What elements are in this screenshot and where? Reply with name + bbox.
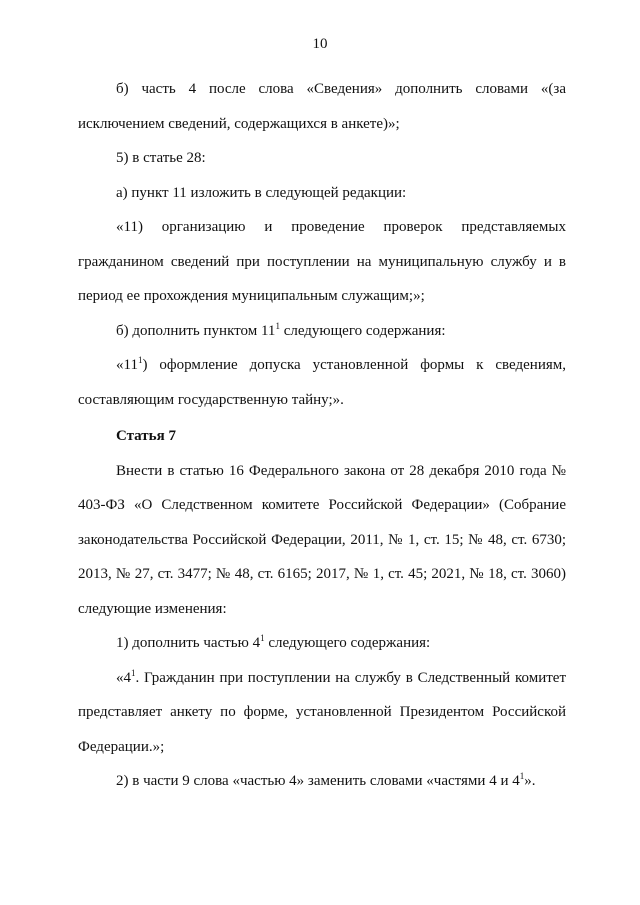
text-fragment: 2) в части 9 слова «частью 4» заменить словами «частями 4 и 4	[116, 773, 520, 789]
paragraph-item-11-text: «11) организацию и проведение проверок представляемых гражданином сведений при поступлении на муниципальную службу и в период ее прохождения муниципальным служащим;»;	[78, 219, 566, 304]
document-body	[78, 72, 566, 799]
article-heading: Статья 7	[116, 428, 176, 444]
superscript: 1	[137, 355, 143, 365]
paragraph-article-7-intro: Внести в статью 16 Федерального закона от 28 декабря 2010 года № 403-ФЗ «О Следственном комитете Российской Федерации» (Собрание законодательства Российской Федерации, 2011, № 1, ст. 15; № 48, ст. 6730; 2013, № 27, ст. 3477; № 48, ст. 6165; 2017, № 1, ст. 45; 2021, № 18, ст. 3060) следующие изменения:	[78, 462, 566, 617]
text-fragment: 1) дополнить частью 4	[116, 635, 261, 651]
page-number: 10	[312, 36, 328, 52]
superscript: 1	[519, 771, 525, 781]
text-fragment: «4	[116, 669, 131, 686]
paragraph-add-part-4-1	[78, 626, 566, 661]
paragraph-part-4-1-text	[78, 661, 566, 765]
paragraph-article-28: 5) в статье 28:	[116, 150, 206, 166]
text-fragment: ) оформление допуска установленной формы к сведениям, составляющим государственную тайну;».	[78, 357, 566, 408]
text-fragment: «11	[116, 357, 138, 373]
paragraph-item-11-1-text	[78, 348, 566, 417]
superscript: 1	[131, 667, 136, 678]
paragraph-amend-part-4: б) часть 4 после слова «Сведения» дополнить словами «(за исключением сведений, содержащихся в анкете)»;	[78, 81, 566, 132]
text-fragment: . Гражданин при поступлении на службу в Следственный комитет представляет анкету по форме, установленной Президентом Российской Федерации.»;	[78, 669, 566, 755]
superscript: 1	[260, 633, 265, 643]
text-fragment: следующего содержания:	[264, 635, 431, 651]
paragraph-item-11-intro: а) пункт 11 изложить в следующей редакции:	[116, 184, 407, 201]
text-fragment: ».	[524, 773, 536, 789]
text-fragment: б) дополнить пунктом 11	[116, 322, 276, 339]
paragraph-add-item-11-1	[78, 314, 566, 349]
text-fragment: следующего содержания:	[279, 322, 446, 339]
paragraph-part-9-replace	[78, 764, 566, 799]
superscript: 1	[275, 320, 280, 331]
